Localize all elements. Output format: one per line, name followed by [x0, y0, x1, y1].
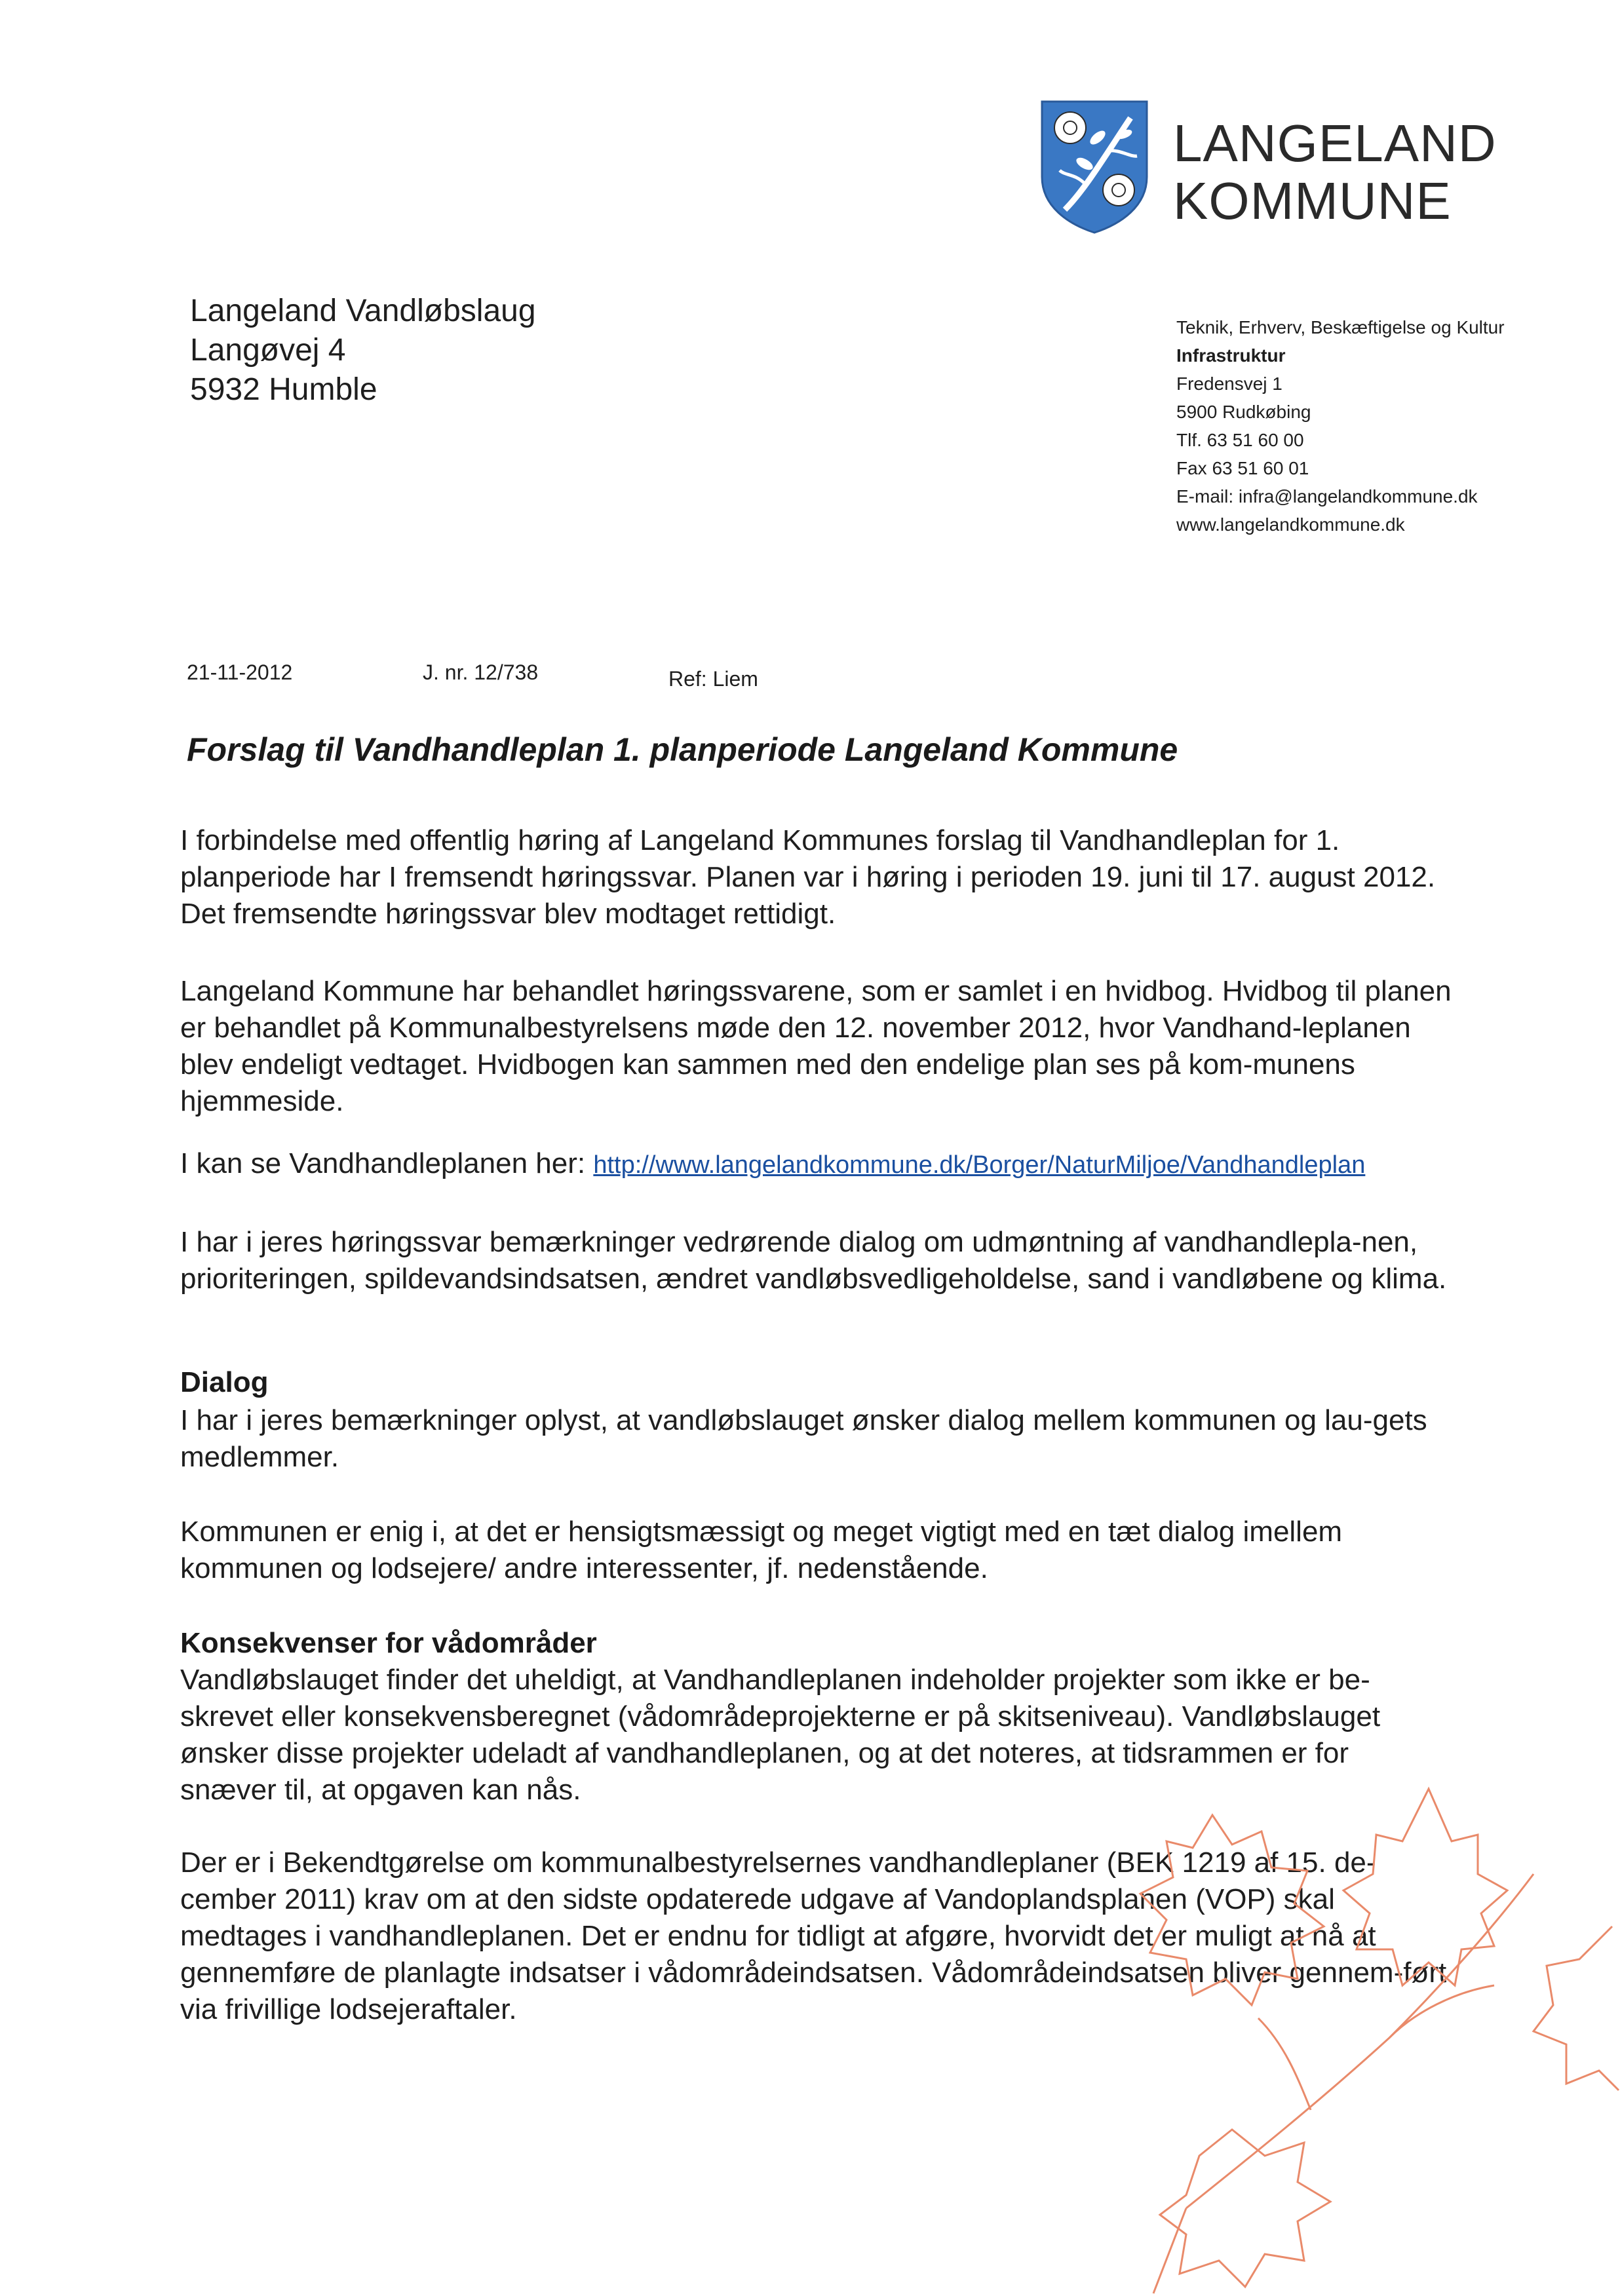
- logo-line-2: KOMMUNE: [1173, 172, 1452, 230]
- sender-department: Teknik, Erhverv, Beskæftigelse og Kultur: [1176, 317, 1505, 337]
- vandhandleplan-link[interactable]: http://www.langelandkommune.dk/Borger/NaturMiljoe/Vandhandleplan: [593, 1151, 1366, 1179]
- sender-unit: Infrastruktur: [1176, 345, 1286, 366]
- sender-address: [1176, 313, 1505, 539]
- municipality-shield-logo: [1039, 98, 1150, 236]
- paragraph-8: Der er i Bekendtgørelse om kommunalbestyrelsernes vandhandleplaner (BEK 1219 af 15. de-cember 2011) krav om at den sidste opdaterede udgave af Vandoplandsplanen (VOP) skal medtages i vandhandleplanen. Det er endnu for tidligt at afgøre, hvorvidt det er muligt at nå at gennemføre de planlagte indsatser i vådområdeindsatsen. Vådområdeindsatsen bliver gennem-ført via frivillige lodsejeraftaler.: [180, 1846, 1447, 2025]
- paragraph-2: Langeland Kommune har behandlet høringssvarene, som er samlet i en hvidbog. Hvidbog til planen er behandlet på Kommunalbestyrelsens møde den 12. november 2012, hvor Vandhand-leplanen blev endeligt vedtaget. Hvidbogen kan sammen med den endelige plan ses på kom-munens hjemmeside.: [180, 975, 1452, 1117]
- paragraph-7: Vandløbslauget finder det uheldigt, at Vandhandleplanen indeholder projekter som ikke er be-skrevet eller konsekvensberegnet (vådområdeprojekterne er på skitseniveau). Vandløbslauget ønsker disse projekter udeladt af vandhandleplanen, og at det noteres, at tidsrammen er for snæver til, at opgaven kan nås.: [180, 1664, 1381, 1806]
- sender-street: Fredensvej 1: [1176, 373, 1282, 394]
- sender-city: 5900 Rudkøbing: [1176, 402, 1311, 422]
- recipient-name: Langeland Vandløbslaug: [190, 294, 536, 328]
- journal-number: J. nr. 12/738: [423, 660, 539, 684]
- recipient-street: Langøvej 4: [190, 333, 346, 368]
- sender-phone: Tlf. 63 51 60 00: [1176, 430, 1304, 450]
- sender-email: E-mail: infra@langelandkommune.dk: [1176, 486, 1478, 507]
- paragraph-3: [180, 1145, 1452, 1183]
- recipient-city: 5932 Humble: [190, 372, 377, 407]
- leaf-watermark-icon: [1035, 1763, 1620, 2296]
- paragraph-6: Kommunen er enig i, at det er hensigtsmæssigt og meget vigtigt med en tæt dialog imellem kommunen og lodsejere/ andre interessenter, jf. nedenstående.: [180, 1516, 1343, 1584]
- letter-subject: Forslag til Vandhandleplan 1. planperiode Langeland Kommune: [187, 731, 1178, 768]
- letter-date: 21-11-2012: [187, 660, 293, 684]
- paragraph-5: I har i jeres bemærkninger oplyst, at vandløbslauget ønsker dialog mellem kommunen og lau-gets medlemmer.: [180, 1404, 1427, 1473]
- paragraph-4: I har i jeres høringssvar bemærkninger vedrørende dialog om udmøntning af vandhandlepla-nen, prioriteringen, spildevandsindsatsen, ændret vandløbsvedligeholdelse, sand i vandløbene og klima.: [180, 1226, 1447, 1295]
- heading-wetlands: Konsekvenser for vådområder: [180, 1627, 597, 1659]
- recipient-address: [190, 292, 536, 410]
- paragraph-1: I forbindelse med offentlig høring af Langeland Kommunes forslag til Vandhandleplan for 1. planperiode har I fremsendt høringssvar. Planen var i høring i perioden 19. juni til 17. august 2012. Det fremsendte høringssvar blev modtaget rettidigt.: [180, 824, 1436, 930]
- reference-initials: Ref: Liem: [668, 667, 758, 691]
- sender-web: www.langelandkommune.dk: [1176, 514, 1405, 535]
- heading-dialog: Dialog: [180, 1366, 269, 1398]
- logo-line-1: LANGELAND: [1173, 114, 1497, 172]
- logo-wordmark: [1173, 115, 1497, 230]
- plan-link-intro: I kan se Vandhandleplanen her:: [180, 1147, 594, 1179]
- sender-fax: Fax 63 51 60 01: [1176, 458, 1309, 478]
